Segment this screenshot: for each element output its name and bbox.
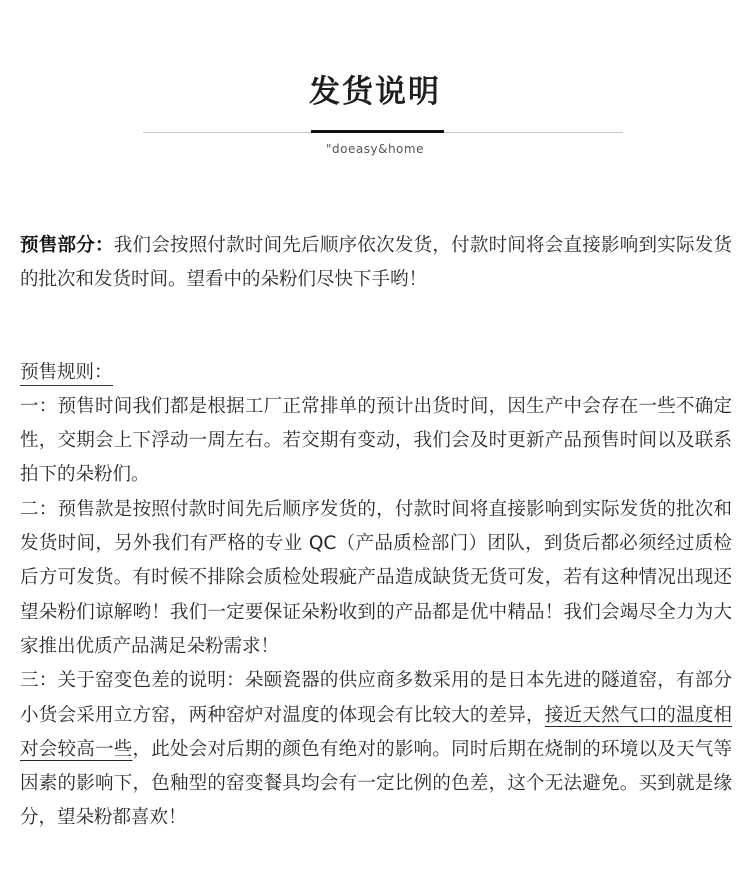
shipping-notes <box>20 229 732 836</box>
rule-item-3-text: 三：关于窑变色差的说明：朵颐瓷器的供应商多数采用的是日本先进的隧道窑，有部分小货会采用立方窑，两种窑炉对温度的体现会有比较大的差异， <box>20 670 732 726</box>
paragraph-gap <box>20 298 732 356</box>
brand-name: "doeasy&home <box>326 142 424 156</box>
rule-item-3-text-end: ，此处会对后期的颜色有绝对的影响。同时后期在烧制的环境以及天气等因素的影响下，色釉型的窑变餐具均会有一定比例的色差，这个无法避免。买到就是缘分，望朵粉都喜欢！ <box>20 738 732 829</box>
rule-item-1: 一：预售时间我们都是根据工厂正常排单的预计出货时间，因生产中会存在一些不确定性，交期会上下浮动一周左右。若交期有变动，我们会及时更新产品预售时间以及联系拍下的朵粉们。 <box>20 395 732 486</box>
rule-item-2: 二：预售款是按照付款时间先后顺序发货的，付款时间将直接影响到实际发货的批次和发货时间，另外我们有严格的专业 QC（产品质检部门）团队，到货后都必须经过质检后方可发货。有时候不排除会质检处瑕疵产品造成缺货无货可发，若有这种情况出现还望朵粉们谅解哟！我们一定要保证朵粉收到的产品都是优中精品！我们会竭尽全力为大家推出优质产品满足朵粉需求！ <box>20 498 732 657</box>
presale-text: 我们会按照付款时间先后顺序依次发货，付款时间将会直接影响到实际发货的批次和发货时间。望看中的朵粉们尽快下手哟！ <box>20 235 732 291</box>
presale-paragraph <box>20 229 732 298</box>
rules-heading-line <box>20 356 732 390</box>
rule-item-3 <box>20 664 732 835</box>
rule-item-3-underlined: 接近天然气口的温度相对会较高一些 <box>20 704 732 760</box>
presale-label: 预售部分： <box>20 235 114 256</box>
page-title: 发货说明 <box>309 74 441 110</box>
title-accent-bar <box>311 130 444 133</box>
rules-heading: 预售规则： <box>20 362 113 386</box>
